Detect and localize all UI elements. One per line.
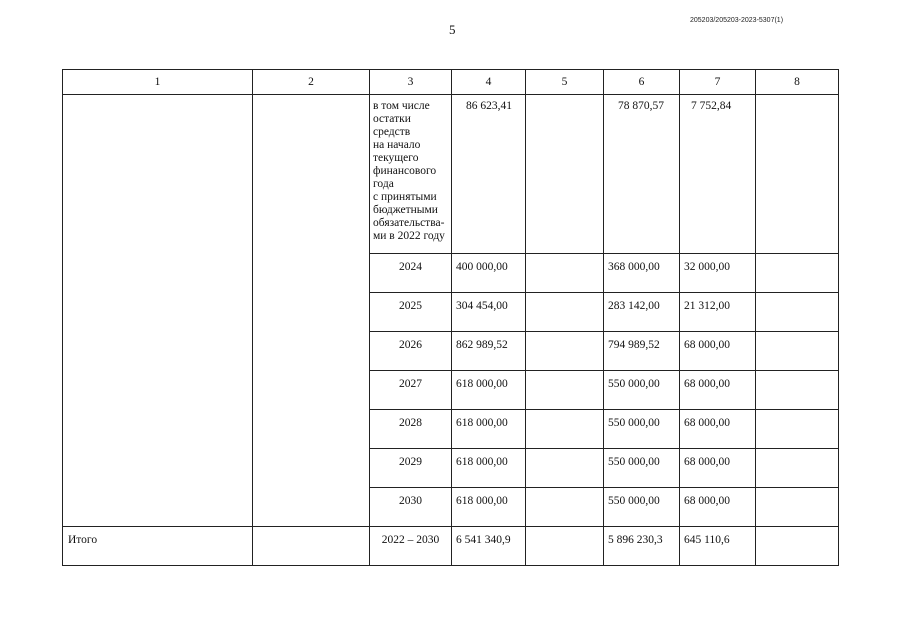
cell-value: 618 000,00	[456, 456, 508, 468]
cell-year	[370, 449, 452, 488]
cell-value: 550 000,00	[608, 378, 660, 390]
cell-col7	[680, 254, 756, 293]
description-line: с принятыми	[373, 191, 437, 203]
cell-col6	[604, 371, 680, 410]
cell-col6	[604, 410, 680, 449]
cell-col5	[526, 254, 604, 293]
cell-col5	[526, 527, 604, 566]
cell-value: 862 989,52	[456, 339, 508, 351]
table-row	[63, 95, 839, 254]
cell-col1	[63, 95, 253, 527]
document-id: 205203/205203-2023-5307(1)	[690, 17, 784, 24]
year-label: 2027	[399, 378, 422, 390]
cell-col6	[604, 527, 680, 566]
column-header: 2	[253, 70, 370, 95]
cell-col8	[756, 488, 839, 527]
cell-col7	[680, 371, 756, 410]
cell-period	[370, 527, 452, 566]
cell-value: 550 000,00	[608, 456, 660, 468]
total-row	[63, 527, 839, 566]
cell-col4	[452, 527, 526, 566]
cell-col8	[756, 332, 839, 371]
year-label: 2026	[399, 339, 422, 351]
cell-year	[370, 371, 452, 410]
column-header: 4	[452, 70, 526, 95]
total-value: 5 896 230,3	[608, 534, 663, 546]
cell-value: 618 000,00	[456, 378, 508, 390]
cell-col5	[526, 332, 604, 371]
cell-col8	[756, 371, 839, 410]
column-header: 3	[370, 70, 452, 95]
cell-col7	[680, 332, 756, 371]
total-label: Итого	[68, 534, 98, 546]
column-header: 5	[526, 70, 604, 95]
cell-col8	[756, 410, 839, 449]
year-label: 2028	[399, 417, 422, 429]
cell-year	[370, 332, 452, 371]
cell-value: 68 000,00	[684, 339, 730, 351]
description-line: на начало	[373, 139, 421, 151]
column-header: 8	[756, 70, 839, 95]
cell-value: 78 870,57	[618, 100, 664, 112]
cell-col6	[604, 254, 680, 293]
cell-value: 68 000,00	[684, 456, 730, 468]
cell-col2	[253, 95, 370, 527]
year-label: 2030	[399, 495, 422, 507]
description-line: бюджетными	[373, 204, 438, 216]
cell-col5	[526, 410, 604, 449]
description-line: текущего	[373, 152, 419, 164]
cell-year	[370, 488, 452, 527]
cell-col7	[680, 95, 756, 254]
description-line: года	[373, 178, 394, 190]
total-label-cell	[63, 527, 253, 566]
cell-col7	[680, 527, 756, 566]
cell-col7	[680, 293, 756, 332]
cell-value: 304 454,00	[456, 300, 508, 312]
cell-value: 32 000,00	[684, 261, 730, 273]
column-header: 1	[63, 70, 253, 95]
cell-col7	[680, 410, 756, 449]
cell-col6	[604, 95, 680, 254]
cell-col4	[452, 95, 526, 254]
cell-col5	[526, 95, 604, 254]
cell-value: 400 000,00	[456, 261, 508, 273]
cell-value: 794 989,52	[608, 339, 660, 351]
header-row	[63, 70, 839, 95]
cell-col5	[526, 449, 604, 488]
cell-col7	[680, 488, 756, 527]
cell-value: 68 000,00	[684, 417, 730, 429]
cell-col6	[604, 488, 680, 527]
page-number: 5	[449, 22, 456, 37]
cell-value: 283 142,00	[608, 300, 660, 312]
cell-col4	[452, 293, 526, 332]
cell-col8	[756, 527, 839, 566]
total-value: 645 110,6	[684, 534, 730, 546]
total-period: 2022 – 2030	[381, 534, 440, 546]
cell-col6	[604, 293, 680, 332]
cell-col5	[526, 293, 604, 332]
cell-col4	[452, 449, 526, 488]
total-value: 6 541 340,9	[456, 534, 511, 546]
cell-value: 368 000,00	[608, 261, 660, 273]
cell-col4	[452, 488, 526, 527]
cell-description	[370, 95, 452, 254]
budget-table	[62, 69, 839, 566]
year-label: 2024	[399, 261, 422, 273]
cell-col6	[604, 449, 680, 488]
cell-value: 618 000,00	[456, 495, 508, 507]
year-label: 2025	[399, 300, 422, 312]
cell-col8	[756, 449, 839, 488]
cell-col8	[756, 254, 839, 293]
cell-col6	[604, 332, 680, 371]
cell-value: 618 000,00	[456, 417, 508, 429]
year-label: 2029	[399, 456, 422, 468]
description-line: финансового	[373, 165, 437, 177]
cell-year	[370, 410, 452, 449]
cell-value: 550 000,00	[608, 417, 660, 429]
column-header: 7	[680, 70, 756, 95]
cell-value: 86 623,41	[466, 100, 512, 112]
cell-value: 68 000,00	[684, 495, 730, 507]
cell-col4	[452, 410, 526, 449]
cell-year	[370, 293, 452, 332]
cell-col7	[680, 449, 756, 488]
cell-col8	[756, 95, 839, 254]
column-header: 6	[604, 70, 680, 95]
description-line: обязательства-	[373, 217, 445, 229]
cell-year	[370, 254, 452, 293]
cell-col4	[452, 371, 526, 410]
cell-col8	[756, 293, 839, 332]
cell-col5	[526, 371, 604, 410]
cell-col4	[452, 254, 526, 293]
cell-value: 68 000,00	[684, 378, 730, 390]
cell-value: 7 752,84	[691, 100, 732, 112]
cell-col5	[526, 488, 604, 527]
description-line: средств	[373, 126, 411, 138]
cell-value: 21 312,00	[684, 300, 730, 312]
description-line: остатки	[373, 113, 411, 125]
description-line: в том числе	[373, 100, 430, 112]
cell-value: 550 000,00	[608, 495, 660, 507]
cell-col2	[253, 527, 370, 566]
description-line: ми в 2022 году	[373, 230, 445, 242]
cell-col4	[452, 332, 526, 371]
